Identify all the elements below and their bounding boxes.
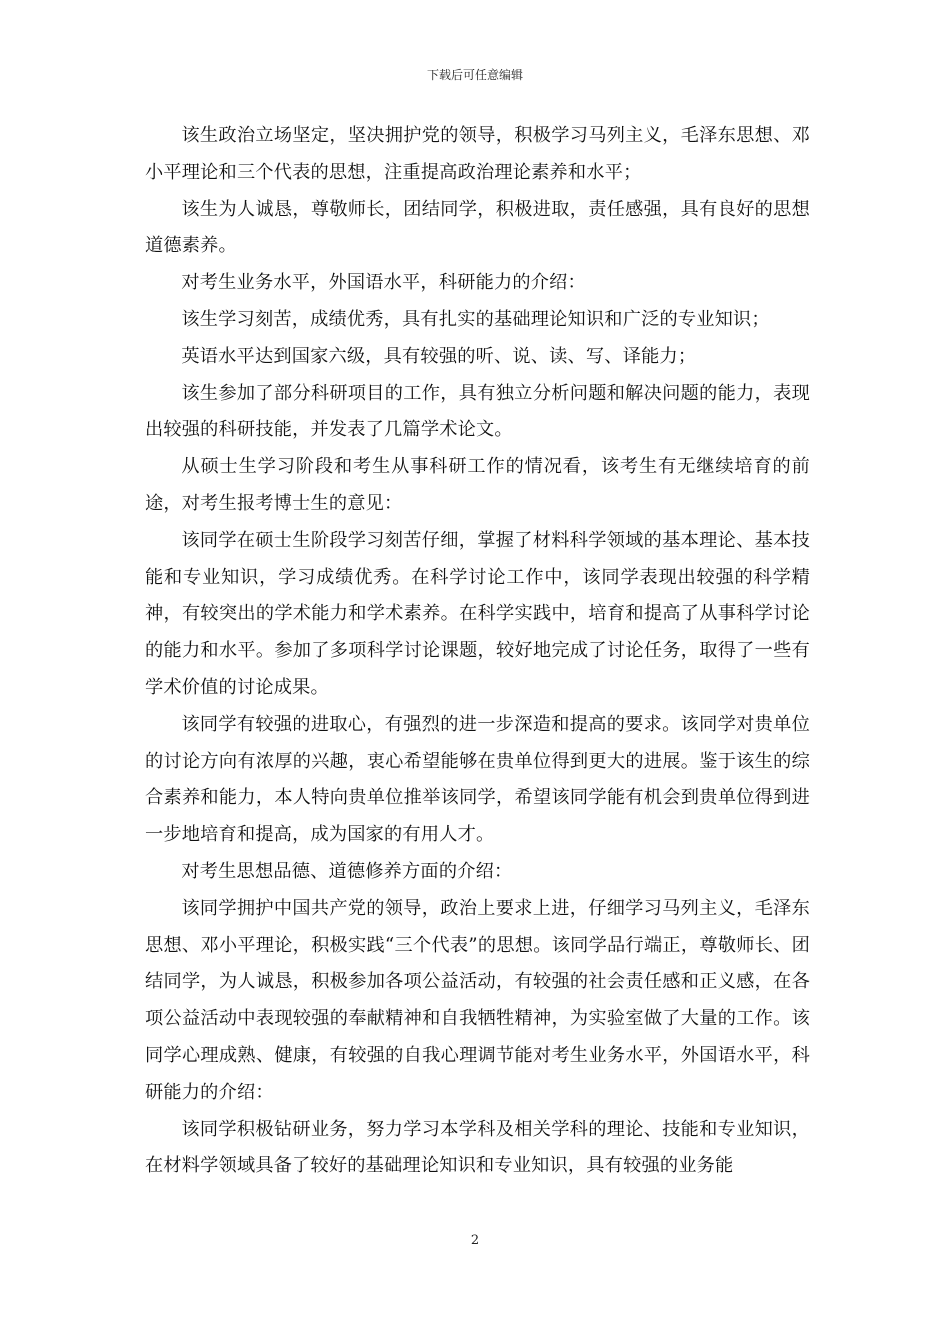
paragraph: 该生学习刻苦，成绩优秀，具有扎实的基础理论知识和广泛的专业知识；: [181, 308, 770, 330]
paragraph: 从硕士生学习阶段和考生从事科研工作的情况看，该考生有无继续培育的前途，对考生报考博士生的意见：: [145, 456, 810, 514]
document-body: [145, 118, 810, 1185]
page-header: 下载后可任意编辑: [426, 68, 523, 82]
paragraph: 该同学积极钻研业务，努力学习本学科及相关学科的理论、技能和专业知识，在材料学领域具备了较好的基础理论知识和专业知识，具有较强的业务能: [145, 1118, 810, 1177]
page-number: 2: [470, 1233, 480, 1248]
paragraph: 该生参加了部分科研项目的工作，具有独立分析问题和解决问题的能力，表现出较强的科研技能，并发表了几篇学术论文。: [145, 382, 810, 441]
paragraph: 对考生业务水平，外国语水平，科研能力的介绍：: [181, 272, 586, 294]
paragraph: 对考生思想品德、道德修养方面的介绍：: [181, 860, 513, 882]
paragraph: 该生政治立场坚定，坚决拥护党的领导，积极学习马列主义，毛泽东思想、邓小平理论和三个代表的思想，注重提高政治理论素养和水平；: [145, 125, 810, 183]
paragraph: 该同学有较强的进取心，有强烈的进一步深造和提高的要求。该同学对贵单位的讨论方向有浓厚的兴趣，衷心希望能够在贵单位得到更大的进展。鉴于该生的综合素养和能力，本人特向贵单位推举该同学，希望该同学能有机会到贵单位得到进一步地培育和提高，成为国家的有用人才。: [145, 713, 810, 846]
paragraph: 英语水平达到国家六级，具有较强的听、说、读、写、译能力；: [181, 345, 697, 367]
paragraph: 该同学拥护中国共产党的领导，政治上要求上进，仔细学习马列主义，毛泽东思想、邓小平理论，积极实践“三个代表”的思想。该同学品行端正，尊敬师长、团结同学，为人诚恳，积极参加各项公益活动，有较强的社会责任感和正义感，在各项公益活动中表现较强的奉献精神和自我牺牲精神，为实验室做了大量的工作。该同学心理成熟、健康，有较强的自我心理调节能对考生业务水平，外国语水平，科研能力的介绍：: [145, 897, 810, 1103]
paragraph: 该同学在硕士生阶段学习刻苦仔细，掌握了材料科学领域的基本理论、基本技能和专业知识，学习成绩优秀。在科学讨论工作中，该同学表现出较强的科学精神，有较突出的学术能力和学术素养。在科学实践中，培育和提高了从事科学讨论的能力和水平。参加了多项科学讨论课题，较好地完成了讨论任务，取得了一些有学术价值的讨论成果。: [145, 529, 810, 698]
paragraph: 该生为人诚恳，尊敬师长，团结同学，积极进取，责任感强，具有良好的思想道德素养。: [145, 198, 810, 257]
